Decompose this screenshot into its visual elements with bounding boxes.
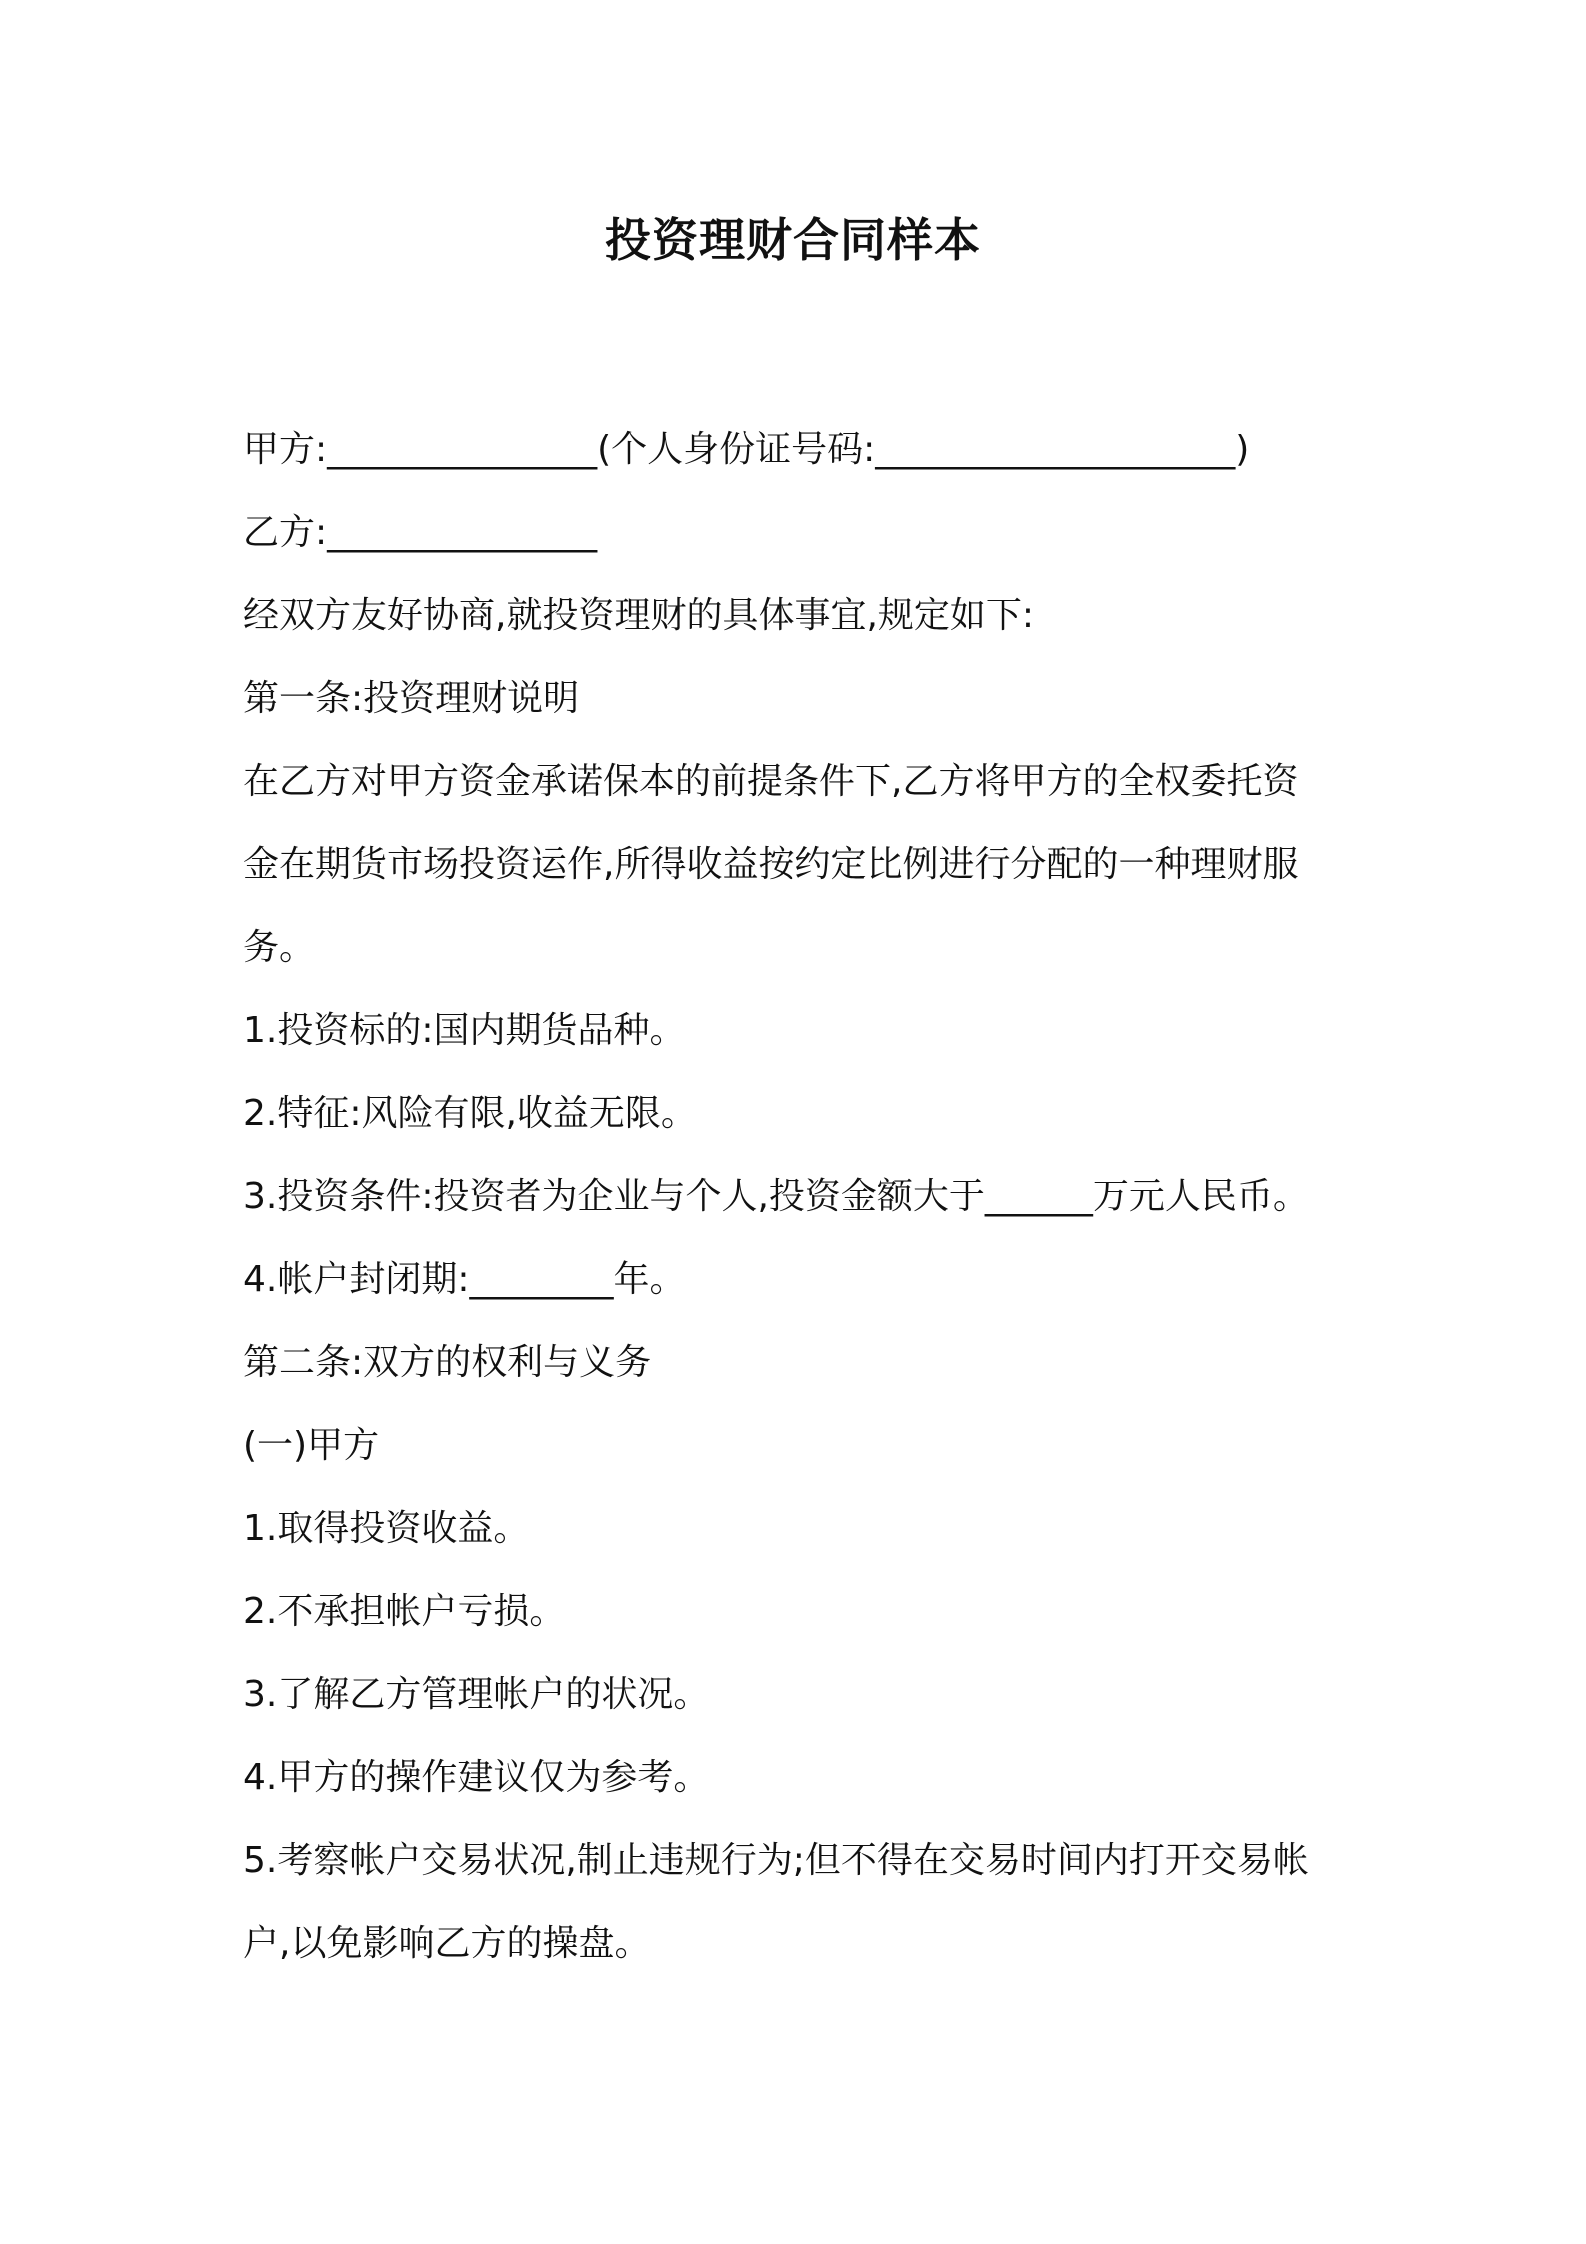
investment-conditions-item: 3.投资条件:投资者为企业与个人,投资金额大于______万元人民币。 <box>243 1176 1309 1217</box>
party-a-right-5-line-2: 户,以免影响乙方的操盘。 <box>243 1923 651 1964</box>
document-body <box>243 408 1353 1985</box>
party-a-line: 甲方:_______________(个人身份证号码:____________________) <box>243 429 1250 470</box>
article-two-heading: 第二条:双方的权利与义务 <box>243 1342 652 1383</box>
document-title: 投资理财合同样本 <box>605 213 981 267</box>
article-one-paragraph-line-2: 金在期货市场投资运作,所得收益按约定比例进行分配的一种理财服 <box>243 844 1299 885</box>
investment-target-item: 1.投资标的:国内期货品种。 <box>243 1010 686 1051</box>
party-a-right-1: 1.取得投资收益。 <box>243 1508 530 1549</box>
party-b-line: 乙方:_______________ <box>243 512 598 553</box>
article-one-paragraph-line-3: 务。 <box>243 927 316 968</box>
party-a-right-4: 4.甲方的操作建议仅为参考。 <box>243 1757 710 1798</box>
party-a-right-3: 3.了解乙方管理帐户的状况。 <box>243 1674 710 1715</box>
article-one-heading: 第一条:投资理财说明 <box>243 678 580 719</box>
article-one-paragraph-line-1: 在乙方对甲方资金承诺保本的前提条件下,乙方将甲方的全权委托资 <box>243 761 1299 802</box>
preamble-line: 经双方友好协商,就投资理财的具体事宜,规定如下: <box>243 595 1035 636</box>
party-a-right-2: 2.不承担帐户亏损。 <box>243 1591 566 1632</box>
party-a-subheading: (一)甲方 <box>243 1425 380 1466</box>
party-a-right-5-line-1: 5.考察帐户交易状况,制止违规行为;但不得在交易时间内打开交易帐 <box>243 1840 1309 1881</box>
account-lock-period-item: 4.帐户封闭期:________年。 <box>243 1259 686 1300</box>
features-item: 2.特征:风险有限,收益无限。 <box>243 1093 697 1134</box>
